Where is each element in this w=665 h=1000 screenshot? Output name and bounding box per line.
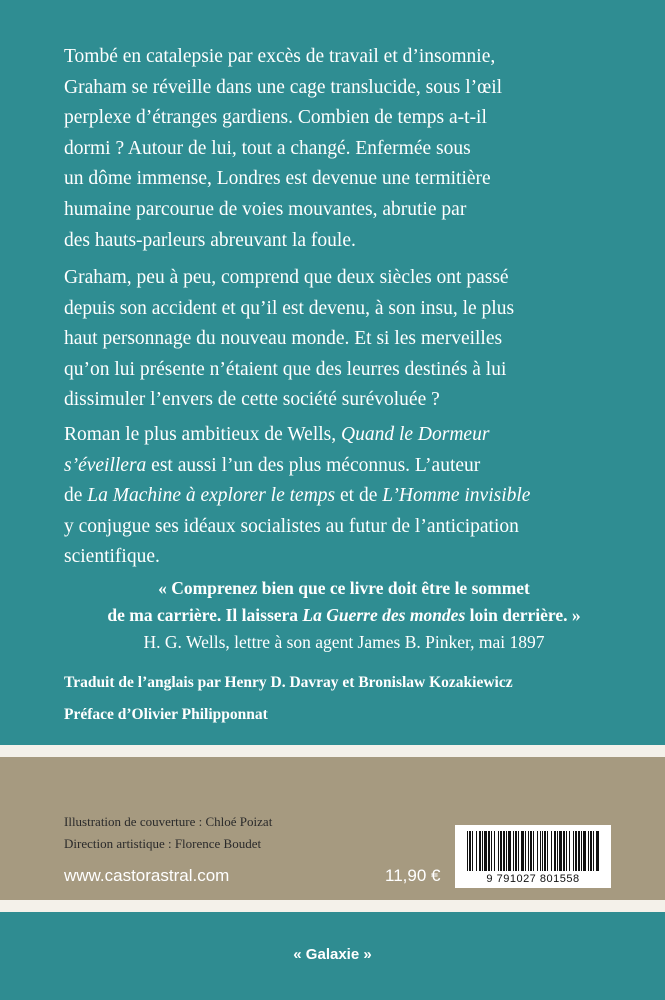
barcode-bar	[554, 831, 556, 871]
barcode-bar	[573, 831, 574, 871]
barcode-bar	[469, 831, 471, 871]
text-run: Roman le plus ambitieux de Wells,	[64, 424, 341, 445]
art-direction-credit: Direction artistique : Florence Boudet	[64, 836, 262, 851]
divider-stripe	[0, 900, 665, 912]
barcode-bar	[491, 831, 492, 871]
barcode-bar	[590, 831, 592, 871]
barcode-bar	[467, 831, 468, 871]
blurb-line	[64, 420, 624, 451]
blurb-line: Graham se réveille dans une cage translucide, sous l’œil	[64, 76, 503, 98]
barcode-bar	[515, 831, 517, 871]
blurb-line: perplexe d’étranges gardiens. Combien de temps a-t-il	[64, 107, 487, 129]
blurb-paragraph-1	[64, 42, 624, 256]
book-title-italic: La Guerre des mondes	[302, 605, 466, 625]
barcode-bar	[513, 831, 514, 871]
blurb-line: y conjugue ses idéaux socialistes au futur de l’anticipation	[64, 515, 519, 537]
blurb-line: humaine parcourue de voies mouvantes, abrutie par	[64, 198, 467, 220]
text-run: de ma carrière. Il laissera	[107, 605, 303, 625]
barcode-bar	[503, 831, 505, 871]
barcode-bar	[578, 831, 580, 871]
barcode-bar	[498, 831, 499, 871]
barcode-bar	[500, 831, 502, 871]
barcode-bar	[508, 831, 511, 871]
blurb-line: un dôme immense, Londres est devenue une termitière	[64, 168, 491, 190]
barcode-bar	[583, 831, 586, 871]
barcode-bar	[525, 831, 526, 871]
divider-stripe	[0, 745, 665, 757]
barcode-bar	[544, 831, 546, 871]
author-quote	[64, 575, 624, 656]
barcode-bar	[476, 831, 477, 871]
blurb-line: scientifique.	[64, 546, 160, 568]
book-title-italic: Quand le Dormeur	[341, 424, 490, 445]
barcode-bar	[488, 831, 490, 871]
book-title-italic: La Machine à explorer le temps	[87, 485, 336, 507]
barcode-bar	[588, 831, 589, 871]
barcode-bar	[482, 831, 483, 871]
barcode-bar	[557, 831, 558, 871]
barcode-bar	[528, 831, 529, 871]
barcode-bar	[547, 831, 548, 871]
barcode-bar	[569, 831, 570, 871]
barcode	[455, 825, 611, 888]
blurb-line: Tombé en catalepsie par excès de travail et d’insomnie,	[64, 46, 496, 67]
blurb-line: Graham, peu à peu, comprend que deux siècles ont passé	[64, 267, 509, 288]
price-label: 11,90 €	[385, 866, 441, 885]
barcode-bar	[494, 831, 495, 871]
text-run: loin derrière. »	[465, 605, 581, 625]
quote-attribution: H. G. Wells, lettre à son agent James B. Pinker, mai 1897	[143, 632, 545, 652]
barcode-bar	[537, 831, 538, 871]
text-run: est aussi l’un des plus méconnus. L’auteur	[146, 454, 481, 476]
collection-name: « Galaxie »	[293, 946, 372, 963]
barcode-bar	[521, 831, 524, 871]
book-title-italic: L’Homme invisible	[382, 485, 531, 507]
barcode-bar	[479, 831, 481, 871]
barcode-bar	[596, 831, 599, 871]
barcode-bar	[533, 831, 534, 871]
barcode-bar	[551, 831, 552, 871]
blurb-line: des hauts-parleurs abreuvant la foule.	[64, 229, 356, 251]
quote-line	[64, 602, 624, 629]
barcode-bar	[575, 831, 577, 871]
blurb-line: depuis son accident et qu’il est devenu, à son insu, le plus	[64, 297, 515, 319]
text-run: et de	[335, 485, 383, 507]
barcode-bar	[559, 831, 562, 871]
blurb-line	[64, 481, 624, 512]
barcode-bar	[581, 831, 582, 871]
publisher-website: www.castorastral.com	[64, 866, 230, 885]
blurb-paragraph-2	[64, 263, 624, 416]
quote-line: « Comprenez bien que ce livre doit être le sommet	[158, 578, 530, 598]
blurb-line: dissimuler l’envers de cette société surévoluée ?	[64, 389, 440, 411]
barcode-bar	[472, 831, 473, 871]
barcode-number: 9 791027 801558	[486, 873, 580, 885]
translator-credit: Traduit de l’anglais par Henry D. Davray et Bronislaw Kozakiewicz	[64, 674, 513, 691]
barcode-bar	[566, 831, 567, 871]
barcode-bar	[518, 831, 519, 871]
barcode-bar	[563, 831, 565, 871]
barcode-bar	[506, 831, 507, 871]
book-title-italic: s’éveillera	[64, 454, 147, 476]
barcode-bar	[530, 831, 532, 871]
blurb-line: qu’on lui présente n’étaient que des leurres destinés à lui	[64, 358, 507, 380]
barcode-bar	[484, 831, 487, 871]
barcode-bars	[465, 831, 601, 871]
blurb-line: haut personnage du nouveau monde. Et si les merveilles	[64, 328, 503, 350]
illustration-credit: Illustration de couverture : Chloé Poizat	[64, 814, 273, 829]
barcode-bar	[593, 831, 594, 871]
blurb-line: dormi ? Autour de lui, tout a changé. Enfermée sous	[64, 137, 471, 159]
barcode-bar	[540, 831, 541, 871]
blurb-paragraph-3	[64, 420, 624, 573]
barcode-bar	[542, 831, 543, 871]
preface-credit: Préface d’Olivier Philipponnat	[64, 706, 268, 723]
blurb-line	[64, 451, 624, 482]
text-run: de	[64, 485, 88, 507]
